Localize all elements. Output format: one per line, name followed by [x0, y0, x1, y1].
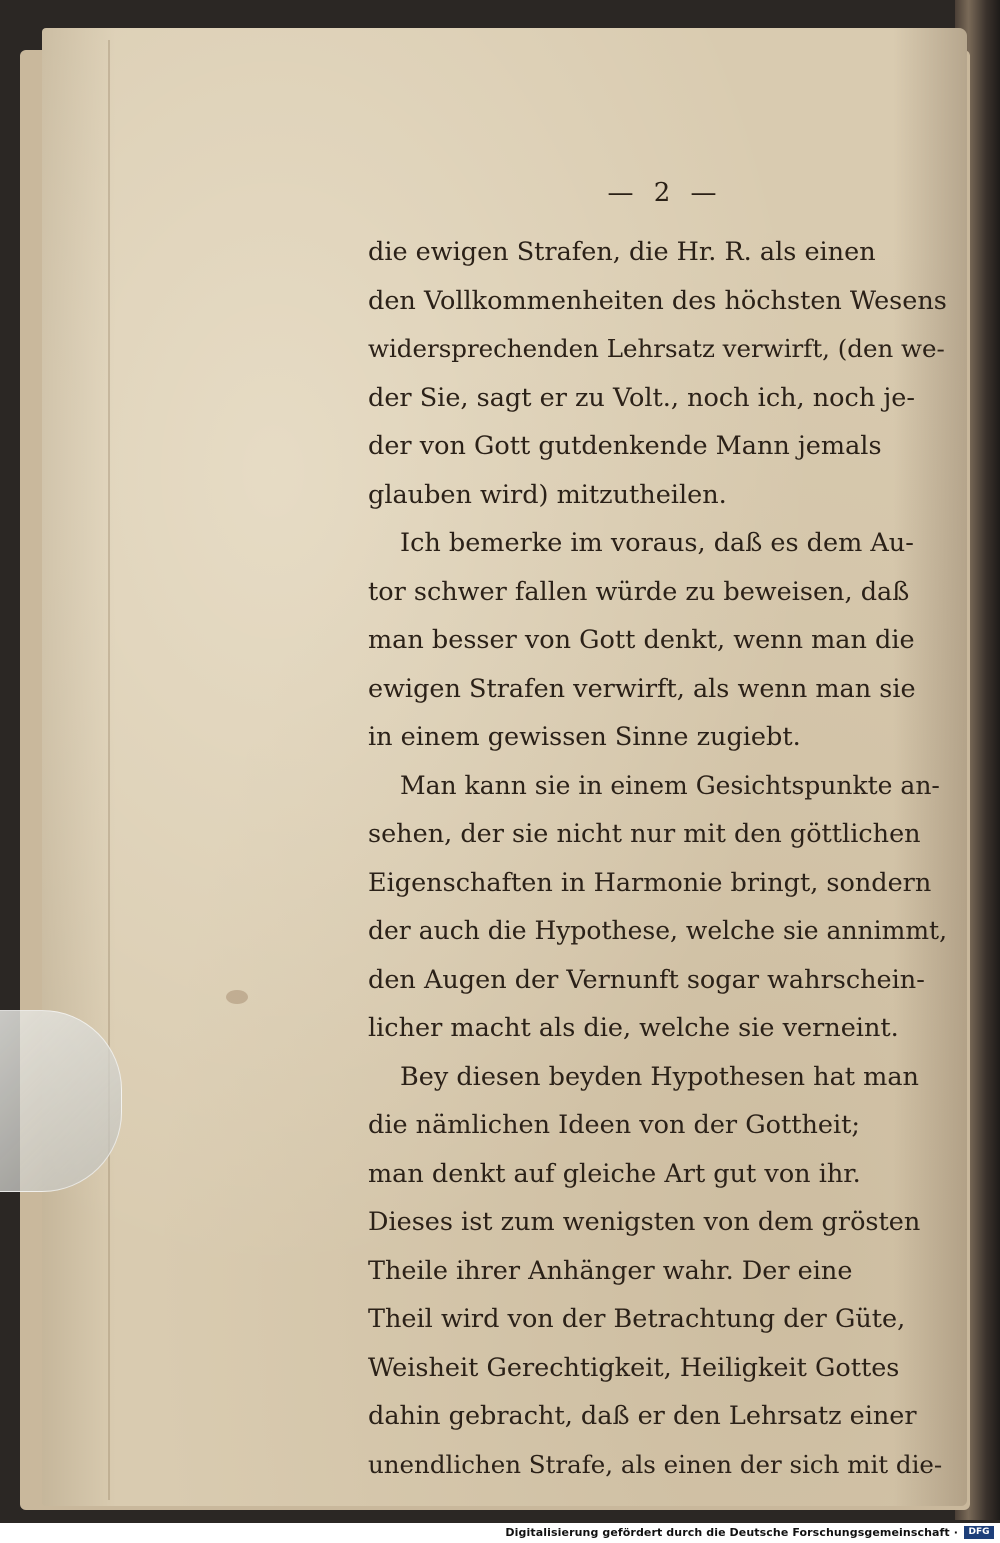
dfg-logo: DFG: [964, 1526, 994, 1539]
text-line: der Sie, sagt er zu Volt., noch ich, noch je-: [368, 382, 915, 413]
text-line: Theil wird von der Betrachtung der Güte,: [368, 1304, 906, 1334]
text-line: widersprechenden Lehrsatz verwirft, (den we-: [368, 334, 945, 363]
text-line: ewigen Strafen verwirft, als wenn man sie: [368, 673, 916, 704]
text-line: tor schwer fallen würde zu beweisen, daß: [368, 576, 910, 607]
text-line: den Augen der Vernunft sogar wahrschein-: [368, 964, 925, 995]
text-line: man denkt auf gleiche Art gut von ihr.: [368, 1158, 861, 1189]
text-line: der auch die Hypothese, welche sie annimmt,: [368, 916, 948, 945]
text-line: sehen, der sie nicht nur mit den göttlichen: [368, 819, 921, 849]
text-line: in einem gewissen Sinne zugiebt.: [368, 722, 801, 752]
text-line: dahin gebracht, daß er den Lehrsatz einer: [368, 1401, 917, 1431]
text-line: Ich bemerke im voraus, daß es dem Au-: [400, 528, 914, 558]
text-line: der von Gott gutdenkende Mann jemals: [368, 431, 882, 461]
funding-credit: Digitalisierung gefördert durch die Deutsche Forschungsgemeinschaft ·: [505, 1526, 958, 1539]
text-line: den Vollkommenheiten des höchsten Wesens: [368, 285, 947, 316]
page-number: — 2 —: [607, 178, 723, 208]
page-fold-line: [108, 40, 110, 1500]
paper-stain: [226, 990, 248, 1004]
text-line: die ewigen Strafen, die Hr. R. als einen: [368, 237, 876, 267]
text-line: Bey diesen beyden Hypothesen hat man: [400, 1061, 919, 1092]
text-line: Eigenschaften in Harmonie bringt, sondern: [368, 867, 932, 898]
body-text: [368, 228, 948, 1489]
text-line: die nämlichen Ideen von der Gottheit;: [368, 1110, 860, 1140]
text-line: licher macht als die, welche sie verneint.: [368, 1013, 899, 1043]
text-line: unendlichen Strafe, als einen der sich mit die-: [368, 1449, 943, 1479]
text-line: glauben wird) mitzutheilen.: [368, 479, 727, 510]
text-line: Man kann sie in einem Gesichtspunkte an-: [400, 770, 940, 800]
text-line: Dieses ist zum wenigsten von dem grösten: [368, 1207, 921, 1237]
text-line: Theile ihrer Anhänger wahr. Der eine: [368, 1255, 853, 1286]
text-line: man besser von Gott denkt, wenn man die: [368, 625, 915, 655]
text-line: Weisheit Gerechtigkeit, Heiligkeit Gottes: [368, 1352, 900, 1383]
